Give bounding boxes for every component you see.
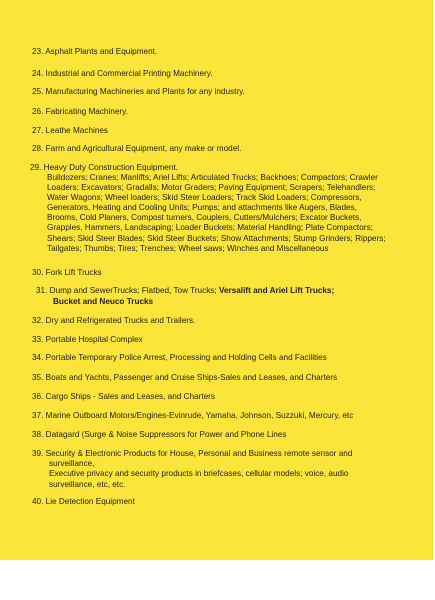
item-number: 32. [32, 316, 44, 325]
item-text: Marine Outboard Motors/Engines-Evinrude, Yamaha, Johnson, Suzzuki, Mercury, etc [45, 411, 354, 420]
item-text-line2: surveillance, [49, 459, 95, 468]
list-item-31 [36, 285, 428, 307]
item-text: Leathe Machines [45, 126, 109, 135]
item-text: Datagard (Surge & Noise Suppressors for Power and Phone Lines [45, 430, 287, 439]
list-item-30 [32, 267, 424, 278]
item-number: 31. [36, 286, 48, 295]
list-item-39 [32, 448, 424, 490]
item-number: 40. [32, 497, 44, 506]
item-text: Farm and Agricultural Equipment, any make or model. [45, 144, 242, 153]
item-text: Heavy Duty Construction Equipment. [43, 163, 178, 172]
list-item-28 [32, 143, 424, 154]
list-item-29 [30, 162, 386, 254]
item-text: Portable Temporary Police Arrest, Processing and Holding Cells and Facilities [45, 353, 327, 362]
list-item-35 [32, 372, 424, 383]
list-item-37 [32, 410, 424, 421]
item-number: 24. [32, 69, 44, 78]
item-number: 35. [32, 373, 44, 382]
item-text: Asphalt Plants and Equipment. [45, 47, 158, 56]
item-number: 33. [32, 335, 44, 344]
item-text: Security & Electronic Products for House, Personal and Business remote sensor and [45, 449, 353, 458]
item-number: 38. [32, 430, 44, 439]
list-item-24 [32, 68, 424, 79]
item-number: 23. [32, 47, 44, 56]
item-detail: Bulldozers; Cranes; Manlifts; Ariel Lifts; Articulated Trucks; Backhoes; Compactors; Crawler Loaders; Excavators; Gradalls; Motor Graders; Paving Equipment; Scrapers; Telehandlers; Water Wagons; Wheel loaders; Skid Steer Loaders; Track Skid Loaders; Compressors, Generators, Heating and Cooling Units; Pumps; and attachments like Augers, Blades, Brooms, Cold Planers, Compost turners, Couplers, Cutters/Mulchers; Excator Buckets, Grapples, Hammers, Landscaping; Loader Buckets; Material Handling; Plate Compactors; Shears; Skid Steer Blades; Skid Steer Buckets; Show Attachments; Stump Grinders; Rippers; Tailgates; Thumbs; Tires; Trenches; Wheel saws; Winches and Miscellaneous [47, 173, 386, 253]
item-number: 28. [32, 144, 44, 153]
item-text: Fabricating Machinery. [45, 107, 128, 116]
list-item-32 [32, 315, 424, 326]
item-number: 25. [32, 87, 44, 96]
item-text-bold: Versalift and Ariel Lift Trucks; [218, 286, 335, 295]
item-text: Manufacturing Machineries and Plants for any industry. [45, 87, 245, 96]
item-number: 37. [32, 411, 44, 420]
list-item-33 [32, 334, 424, 345]
list-item-26 [32, 106, 424, 117]
list-item-40 [32, 496, 424, 507]
list-item-25 [32, 86, 424, 97]
list-item-23 [32, 46, 424, 57]
list-item-27 [32, 125, 424, 136]
item-text: Dump and SewerTrucks; Flatbed, Tow Trucks; [49, 286, 219, 295]
list-item-34 [32, 352, 424, 363]
item-number: 30. [32, 268, 44, 277]
item-text-line3: Executive privacy and security products in briefcases, cellular models; voice, audio [49, 469, 349, 479]
item-number: 27. [32, 126, 44, 135]
list-item-38 [32, 429, 424, 440]
item-text: Cargo Ships - Sales and Leases, and Charters [45, 392, 215, 401]
list-item-36 [32, 391, 424, 402]
item-number: 26. [32, 107, 44, 116]
item-text-line4: surveillance, etc, etc. [49, 479, 126, 489]
item-text: Lie Detection Equipment [45, 497, 135, 506]
item-number: 29. [30, 163, 42, 172]
item-text-bold-line2: Bucket and Neuco Trucks [53, 297, 154, 306]
item-text: Fork Lift Trucks [45, 268, 102, 277]
item-text: Industrial and Commercial Printing Machinery. [45, 69, 213, 78]
item-text: Portable Hospital Complex [45, 335, 143, 344]
item-number: 36. [32, 392, 44, 401]
item-number: 34. [32, 353, 44, 362]
item-number: 39. [32, 449, 44, 458]
item-text: Dry and Refrigerated Trucks and Trailers. [45, 316, 196, 325]
item-text: Boats and Yachts, Passenger and Cruise Ships-Sales and Leases, and Charters [45, 373, 338, 382]
